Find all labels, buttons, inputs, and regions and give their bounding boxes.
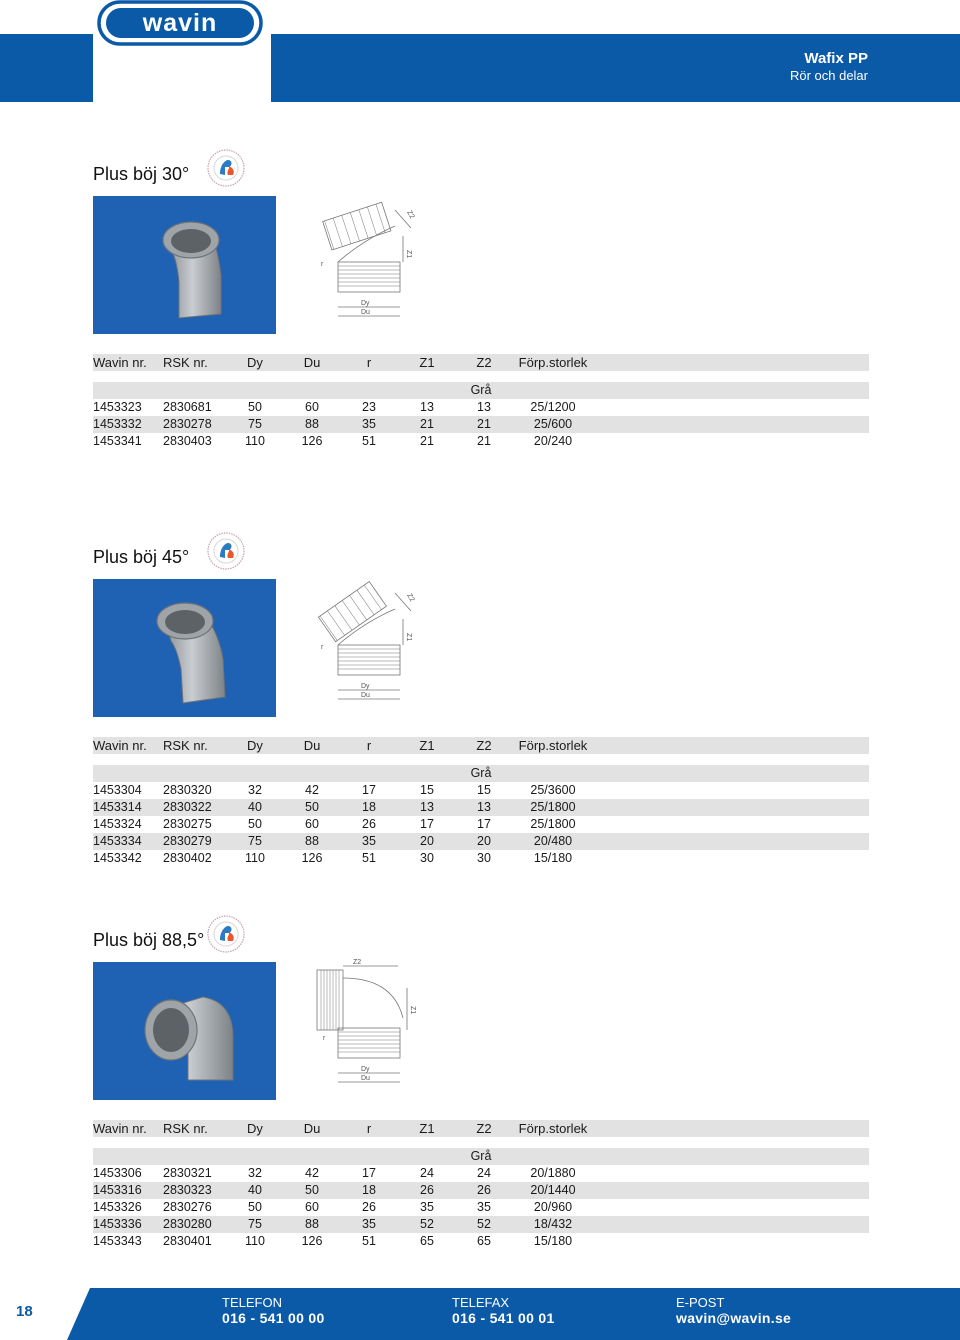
table-row: [93, 1199, 869, 1216]
table-cell: 25/1200: [530, 400, 576, 414]
table-cell-filler: [593, 416, 869, 433]
table-cell: 65: [477, 1234, 491, 1248]
column-header: Z2: [476, 355, 492, 370]
table-cell: 21: [477, 434, 491, 448]
column-header: Dy: [247, 738, 263, 753]
table-cell: 2830322: [163, 800, 212, 814]
table-cell: 13: [420, 400, 434, 414]
table-cell: 51: [362, 851, 376, 865]
product-photo: [93, 962, 276, 1100]
table-cell-filler: [593, 433, 869, 450]
email-label: E-POST: [676, 1295, 725, 1310]
table-cell: 20/1440: [530, 1183, 576, 1197]
column-header: Z2: [476, 1121, 492, 1136]
column-filler: [593, 1120, 869, 1137]
table-cell: 51: [362, 434, 376, 448]
drawing-label: Du: [361, 1075, 370, 1082]
table-cell: 1453316: [93, 1183, 142, 1197]
column-header: Förp.storlek: [518, 1121, 588, 1136]
table-cell: 18: [362, 800, 376, 814]
table-row: [93, 799, 869, 816]
table-cell: 126: [301, 851, 323, 865]
column-header: RSK nr.: [163, 1121, 208, 1136]
header-bar-left: [0, 34, 93, 102]
product-title: Plus böj 45°: [93, 547, 190, 567]
column-filler: [593, 354, 869, 371]
table-cell: 88: [305, 417, 319, 431]
table-row: [93, 416, 869, 433]
table-cell: 32: [248, 1166, 262, 1180]
table-row: [93, 816, 869, 833]
table-cell: 1453324: [93, 817, 142, 831]
group-row: [93, 1148, 869, 1165]
table-cell: 17: [362, 1166, 376, 1180]
drawing-label: Z1: [405, 633, 412, 642]
page-header: [0, 0, 960, 102]
product-photo: [93, 196, 276, 334]
spec-table-header: [93, 1120, 869, 1137]
table-cell: 17: [477, 817, 491, 831]
table-cell: 1453326: [93, 1200, 142, 1214]
table-cell: 1453334: [93, 834, 142, 848]
group-label: Grå: [470, 766, 492, 780]
table-cell: 25/600: [533, 417, 573, 431]
column-header: Wavin nr.: [93, 738, 147, 753]
table-spacer: [93, 754, 869, 765]
table-row: [93, 399, 869, 416]
table-cell: 13: [420, 800, 434, 814]
column-header: Z1: [419, 355, 435, 370]
table-cell: 15: [477, 783, 491, 797]
table-cell: 2830323: [163, 1183, 212, 1197]
spec-table: [93, 1120, 869, 1250]
table-cell: 88: [305, 1217, 319, 1231]
column-header: Dy: [247, 355, 263, 370]
drawing-label: Z2: [405, 209, 416, 221]
table-cell-filler: [593, 799, 869, 816]
product-title: Plus böj 30°: [93, 164, 190, 184]
column-header: Z1: [419, 1121, 435, 1136]
table-cell: 1453306: [93, 1166, 142, 1180]
table-cell: 15/180: [533, 851, 573, 865]
technical-drawing: [303, 575, 423, 713]
table-cell: 2830321: [163, 1166, 212, 1180]
table-cell-filler: [593, 850, 869, 867]
table-cell: 1453343: [93, 1234, 142, 1248]
spec-table: [93, 354, 869, 450]
table-row: [93, 850, 869, 867]
product-title: Plus böj 88,5°: [93, 930, 205, 950]
group-row: [93, 382, 869, 399]
drawing-label: r: [321, 261, 324, 268]
table-cell-filler: [593, 782, 869, 799]
table-spacer: [93, 1137, 869, 1148]
table-cell: 26: [362, 817, 376, 831]
table-cell: 21: [420, 434, 434, 448]
column-header: Du: [303, 355, 321, 370]
certification-seal-icon: [206, 914, 246, 954]
table-cell: 15: [420, 783, 434, 797]
table-row: [93, 1182, 869, 1199]
page-footer: [0, 1288, 960, 1340]
phone-number: 016 - 541 00 00: [222, 1310, 325, 1326]
table-cell: 17: [362, 783, 376, 797]
column-filler: [593, 737, 869, 754]
table-row: [93, 433, 869, 450]
wavin-logo: [97, 0, 267, 48]
table-cell: 18/432: [533, 1217, 573, 1231]
table-cell: 2830275: [163, 817, 212, 831]
table-cell-filler: [593, 1216, 869, 1233]
table-row: [93, 1216, 869, 1233]
table-cell: 21: [477, 417, 491, 431]
page-number: 18: [16, 1303, 33, 1320]
table-cell-filler: [593, 833, 869, 850]
table-cell: 110: [245, 434, 265, 448]
table-cell: 25/3600: [530, 783, 576, 797]
drawing-label: Du: [361, 692, 370, 699]
column-header: RSK nr.: [163, 355, 208, 370]
table-cell: 26: [362, 1200, 376, 1214]
table-cell: 2830279: [163, 834, 212, 848]
drawing-label: r: [321, 644, 324, 651]
technical-drawing: [303, 192, 423, 330]
table-cell: 35: [477, 1200, 491, 1214]
table-cell: 1453341: [93, 434, 142, 448]
table-cell-filler: [593, 1182, 869, 1199]
fax-number: 016 - 541 00 01: [452, 1310, 555, 1326]
email-address[interactable]: wavin@wavin.se: [676, 1310, 792, 1326]
table-cell: 1453323: [93, 400, 142, 414]
document-title: Wafix PP: [804, 50, 868, 67]
group-row: [93, 765, 869, 782]
table-cell: 26: [420, 1183, 434, 1197]
drawing-label: Z1: [405, 250, 412, 259]
table-cell: 50: [305, 1183, 319, 1197]
table-cell: 60: [305, 1200, 319, 1214]
table-cell: 24: [477, 1166, 491, 1180]
column-header: Z2: [476, 738, 492, 753]
column-header: r: [366, 1121, 372, 1136]
table-cell: 18: [362, 1183, 376, 1197]
column-header: Z1: [419, 738, 435, 753]
table-cell: 65: [420, 1234, 434, 1248]
certification-seal-icon: [206, 148, 246, 188]
table-cell: 75: [248, 417, 262, 431]
table-cell: 51: [362, 1234, 376, 1248]
table-cell: 13: [477, 400, 491, 414]
spec-table-header: [93, 354, 869, 371]
table-cell-filler: [593, 1233, 869, 1250]
table-row: [93, 1165, 869, 1182]
table-cell: 50: [248, 400, 262, 414]
table-cell: 50: [248, 1200, 262, 1214]
table-cell: 50: [305, 800, 319, 814]
table-cell: 110: [245, 1234, 265, 1248]
table-cell-filler: [593, 816, 869, 833]
column-header: Dy: [247, 1121, 263, 1136]
table-cell: 30: [477, 851, 491, 865]
drawing-label: Z2: [405, 592, 416, 604]
column-header: RSK nr.: [163, 738, 208, 753]
technical-drawing: [303, 958, 423, 1096]
document-subtitle: Rör och delar: [789, 68, 868, 83]
table-cell: 20: [420, 834, 434, 848]
table-cell: 110: [245, 851, 265, 865]
table-cell: 2830402: [163, 851, 212, 865]
table-cell: 52: [477, 1217, 491, 1231]
table-row: [93, 1233, 869, 1250]
drawing-label: Dy: [361, 300, 370, 307]
table-cell: 26: [477, 1183, 491, 1197]
table-cell: 2830276: [163, 1200, 212, 1214]
table-cell: 2830278: [163, 417, 212, 431]
table-cell: 52: [420, 1217, 434, 1231]
table-spacer: [93, 371, 869, 382]
table-cell-filler: [593, 1165, 869, 1182]
table-cell: 13: [477, 800, 491, 814]
drawing-label: Dy: [361, 1066, 370, 1073]
spec-table-header: [93, 737, 869, 754]
logo-text: wavin: [142, 9, 218, 37]
table-cell: 40: [248, 800, 262, 814]
column-header: Du: [303, 738, 321, 753]
table-cell: 20/480: [533, 834, 573, 848]
group-label: Grå: [470, 383, 492, 397]
table-cell: 75: [248, 834, 262, 848]
fax-label: TELEFAX: [452, 1295, 510, 1310]
drawing-label: Dy: [361, 683, 370, 690]
column-header: Förp.storlek: [518, 355, 588, 370]
column-header: Du: [303, 1121, 321, 1136]
table-cell-filler: [593, 399, 869, 416]
spec-table: [93, 737, 869, 867]
table-cell: 60: [305, 817, 319, 831]
table-cell: 126: [301, 1234, 323, 1248]
table-cell: 50: [248, 817, 262, 831]
table-cell: 1453314: [93, 800, 142, 814]
drawing-label: Z1: [409, 1006, 416, 1015]
table-cell: 25/1800: [530, 800, 576, 814]
column-header: Förp.storlek: [518, 738, 588, 753]
table-cell: 126: [301, 434, 323, 448]
column-header: Wavin nr.: [93, 355, 147, 370]
table-cell: 25/1800: [530, 817, 576, 831]
table-cell: 24: [420, 1166, 434, 1180]
table-row: [93, 833, 869, 850]
table-cell: 2830401: [163, 1234, 212, 1248]
table-cell: 42: [305, 783, 319, 797]
table-cell: 1453332: [93, 417, 142, 431]
table-cell: 20/1880: [530, 1166, 576, 1180]
table-cell: 30: [420, 851, 434, 865]
table-cell: 1453336: [93, 1217, 142, 1231]
table-cell: 88: [305, 834, 319, 848]
table-cell: 35: [362, 417, 376, 431]
product-section: [93, 140, 869, 448]
table-cell: 15/180: [533, 1234, 573, 1248]
drawing-label: r: [323, 1035, 326, 1042]
table-cell: 75: [248, 1217, 262, 1231]
table-cell: 20: [477, 834, 491, 848]
table-cell: 2830681: [163, 400, 212, 414]
table-cell: 20/240: [533, 434, 573, 448]
drawing-label: Z2: [353, 959, 362, 966]
table-row: [93, 782, 869, 799]
table-cell: 2830280: [163, 1217, 212, 1231]
table-cell: 35: [362, 1217, 376, 1231]
table-cell-filler: [593, 1199, 869, 1216]
group-label: Grå: [470, 1149, 492, 1163]
table-cell: 1453342: [93, 851, 142, 865]
phone-label: TELEFON: [222, 1295, 282, 1310]
table-cell: 35: [420, 1200, 434, 1214]
table-cell: 60: [305, 400, 319, 414]
table-cell: 2830320: [163, 783, 212, 797]
column-header: r: [366, 355, 372, 370]
column-header: Wavin nr.: [93, 1121, 147, 1136]
table-cell: 23: [362, 400, 376, 414]
product-photo: [93, 579, 276, 717]
table-cell: 32: [248, 783, 262, 797]
table-cell: 20/960: [533, 1200, 573, 1214]
table-cell: 35: [362, 834, 376, 848]
column-header: r: [366, 738, 372, 753]
drawing-label: Du: [361, 309, 370, 316]
table-cell: 1453304: [93, 783, 142, 797]
certification-seal-icon: [206, 531, 246, 571]
table-cell: 21: [420, 417, 434, 431]
table-cell: 17: [420, 817, 434, 831]
product-section: [93, 906, 869, 1248]
product-section: [93, 523, 869, 865]
table-cell: 2830403: [163, 434, 212, 448]
table-cell: 42: [305, 1166, 319, 1180]
table-cell: 40: [248, 1183, 262, 1197]
